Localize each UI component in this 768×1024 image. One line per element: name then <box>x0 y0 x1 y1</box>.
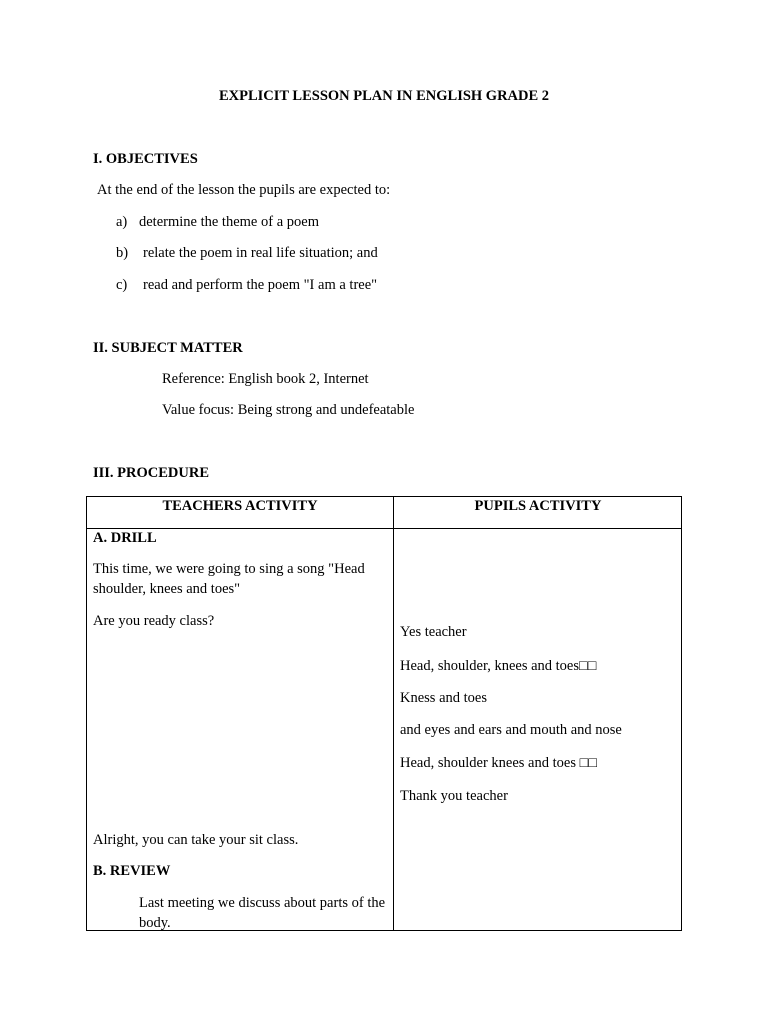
value-focus-line: Value focus: Being strong and undefeatable <box>162 402 415 418</box>
review-line: Last meeting we discuss about parts of the body. <box>139 895 386 931</box>
pupil-response-5: Head, shoulder knees and toes □□ <box>400 755 598 771</box>
pupil-response-2: Head, shoulder, knees and toes□□ <box>400 658 597 674</box>
table-header-divider <box>87 528 681 529</box>
objectives-heading: I. OBJECTIVES <box>93 151 198 167</box>
column-header-pupils: PUPILS ACTIVITY <box>474 498 602 514</box>
pupil-response-1: Yes teacher <box>400 624 467 640</box>
table-column-divider <box>393 497 394 930</box>
procedure-table <box>86 496 682 931</box>
objective-a-text: determine the theme of a poem <box>139 214 319 230</box>
drill-line-song: This time, we were going to sing a song "Head shoulder, knees and toes" <box>93 561 365 597</box>
review-heading: B. REVIEW <box>93 863 171 879</box>
objective-a-marker: a) <box>116 214 128 230</box>
objective-c-text: read and perform the poem "I am a tree" <box>143 277 378 293</box>
pupil-response-3: Kness and toes <box>400 690 487 706</box>
procedure-heading: III. PROCEDURE <box>93 465 210 481</box>
column-header-teachers: TEACHERS ACTIVITY <box>162 498 318 514</box>
objectives-intro: At the end of the lesson the pupils are expected to: <box>97 182 391 198</box>
pupil-response-6: Thank you teacher <box>400 788 508 804</box>
objective-c-marker: c) <box>116 277 128 293</box>
pupil-response-4: and eyes and ears and mouth and nose <box>400 722 622 738</box>
objective-b-text: relate the poem in real life situation; and <box>143 245 378 261</box>
drill-line-sit: Alright, you can take your sit class. <box>93 832 299 848</box>
drill-line-ready: Are you ready class? <box>93 613 215 629</box>
subject-matter-heading: II. SUBJECT MATTER <box>93 340 243 356</box>
objective-b-marker: b) <box>116 245 129 261</box>
reference-line: Reference: English book 2, Internet <box>162 371 369 387</box>
drill-heading: A. DRILL <box>93 530 157 546</box>
document-title: EXPLICIT LESSON PLAN IN ENGLISH GRADE 2 <box>218 88 550 104</box>
